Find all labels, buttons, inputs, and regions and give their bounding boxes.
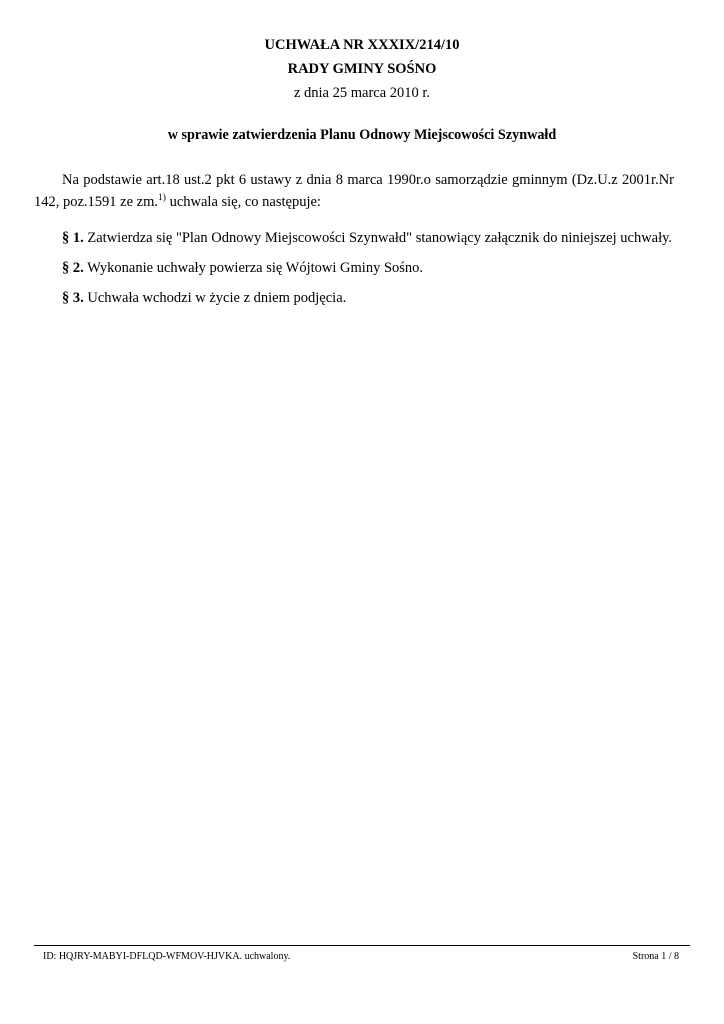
legal-basis [34, 169, 674, 213]
paragraph-text: Wykonanie uchwały powierza się Wójtowi Gminy Sośno. [83, 260, 424, 276]
document-id: ID: HQJRY-MABYI-DFLQD-WFMOV-HJVKA. uchwalony. [43, 951, 291, 962]
paragraph-number: § 1. [62, 230, 84, 246]
resolution-title: UCHWAŁA NR XXXIX/214/10 [264, 37, 460, 53]
resolution-subject: w sprawie zatwierdzenia Planu Odnowy Miejscowości Szynwałd [167, 127, 557, 143]
paragraph-1 [62, 229, 682, 247]
legal-basis-tail: uchwala się, co następuje: [165, 194, 321, 210]
paragraph-number: § 3. [62, 290, 84, 306]
legal-basis-text: Na podstawie art.18 ust.2 pkt 6 ustawy z dnia 8 marca 1990r.o samorządzie gminnym (Dz.U.z 2001r.Nr 142, poz.1591 ze zm. [34, 172, 674, 210]
footer-divider [34, 945, 690, 946]
paragraph-2 [62, 259, 682, 277]
resolution-date: z dnia 25 marca 2010 r. [293, 85, 431, 101]
paragraph-3 [62, 289, 682, 307]
page-number: Strona 1 / 8 [632, 951, 679, 962]
paragraph-text: Uchwała wchodzi w życie z dniem podjęcia. [83, 290, 347, 306]
paragraph-text: Zatwierdza się "Plan Odnowy Miejscowości Szynwałd" stanowiący załącznik do niniejszej uchwały. [83, 230, 673, 246]
council-name: RADY GMINY SOŚNO [287, 61, 437, 77]
footnote-mark: 1) [158, 193, 166, 203]
paragraph-number: § 2. [62, 260, 84, 276]
